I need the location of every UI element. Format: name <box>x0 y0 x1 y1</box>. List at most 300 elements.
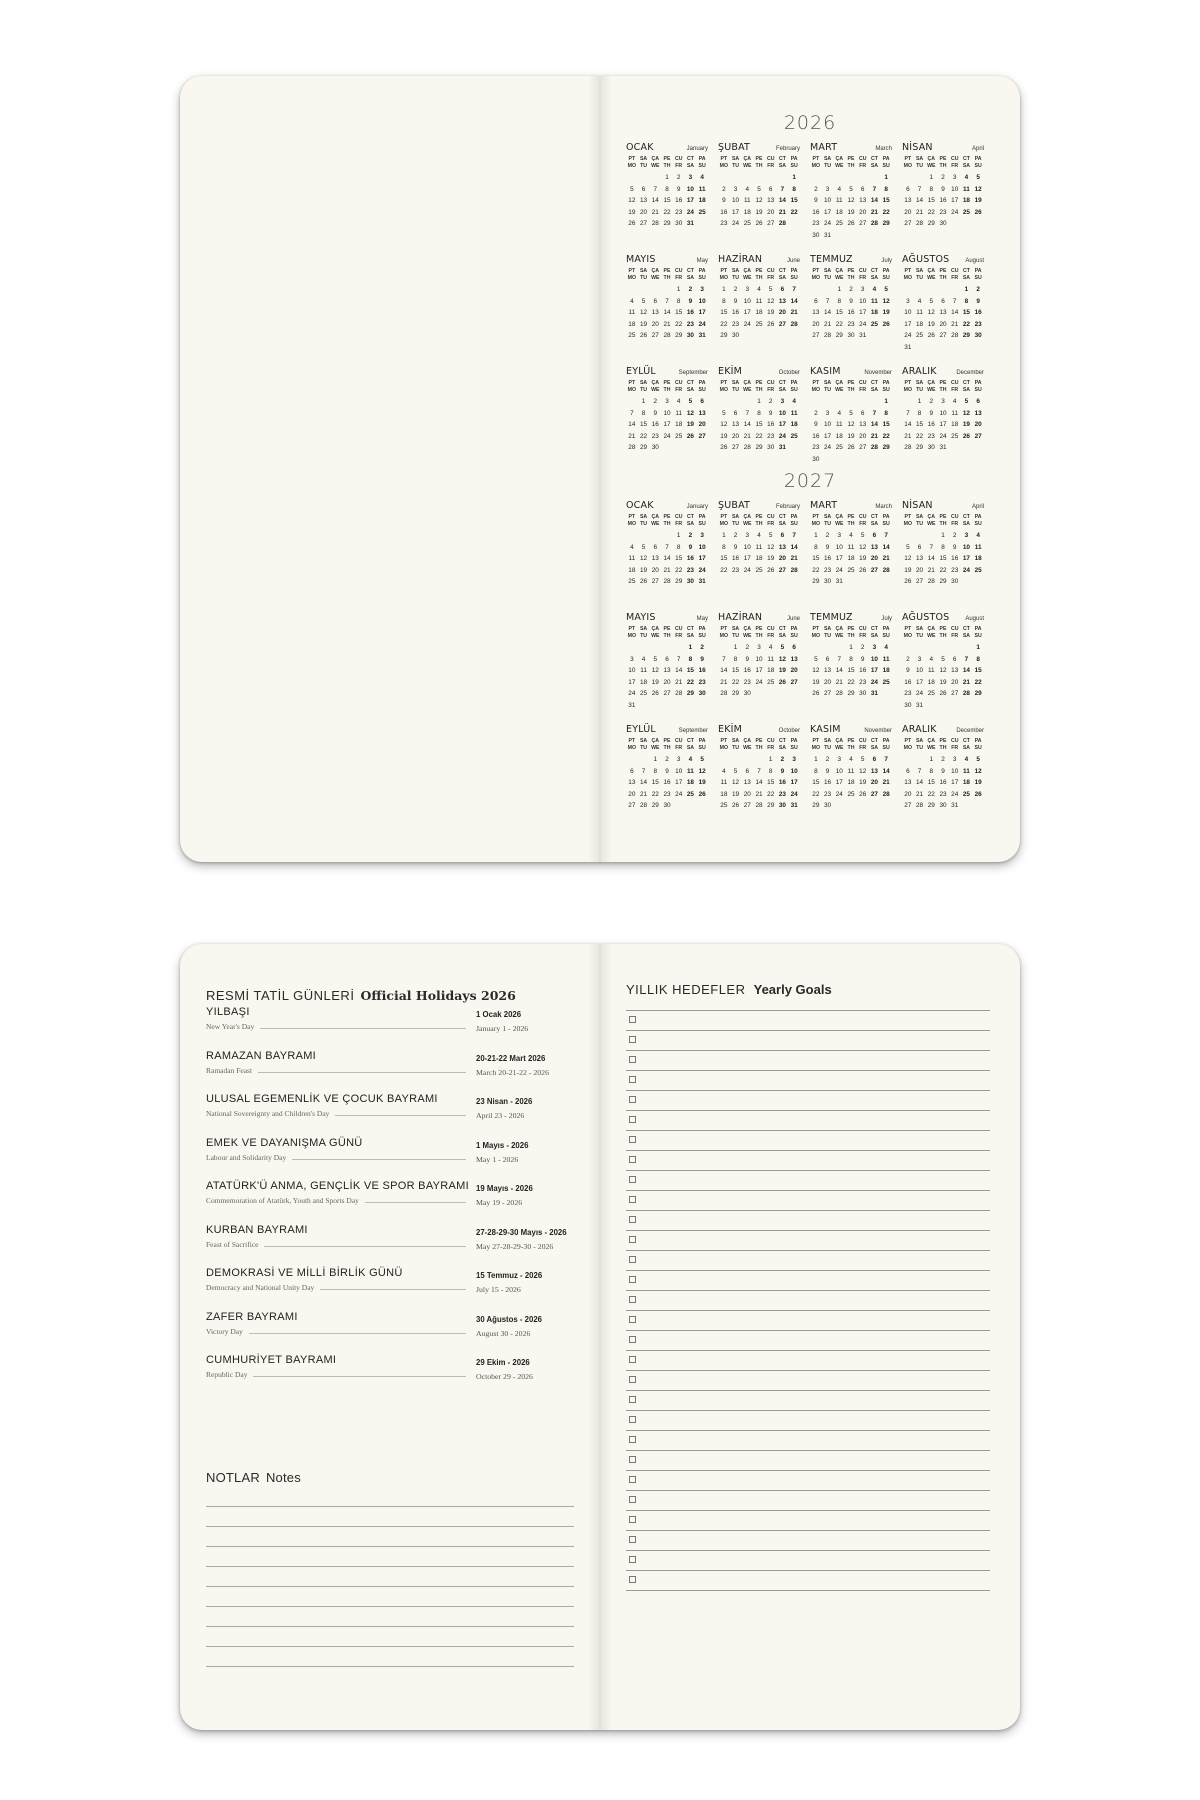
day-cell[interactable]: 11 <box>847 767 855 775</box>
day-cell[interactable]: 23 <box>824 566 832 574</box>
day-cell[interactable]: 15 <box>686 667 694 675</box>
day-cell[interactable]: 17 <box>675 779 683 787</box>
goal-checkbox[interactable] <box>629 1176 636 1183</box>
day-cell[interactable]: 13 <box>812 309 820 317</box>
day-cell[interactable]: 19 <box>974 779 982 787</box>
goal-checkbox[interactable] <box>629 1556 636 1563</box>
day-cell[interactable]: 27 <box>790 678 798 686</box>
day-cell[interactable]: 30 <box>675 220 683 228</box>
day-cell[interactable]: 12 <box>651 667 659 675</box>
day-cell[interactable]: 11 <box>755 297 763 305</box>
day-cell[interactable]: 19 <box>767 555 775 563</box>
day-cell[interactable]: 27 <box>951 690 959 698</box>
day-cell[interactable]: 30 <box>904 701 912 709</box>
day-cell[interactable]: 27 <box>663 690 671 698</box>
day-cell[interactable]: 7 <box>780 185 785 193</box>
day-cell[interactable]: 8 <box>929 767 934 775</box>
day-cell[interactable]: 15 <box>720 309 728 317</box>
day-cell[interactable]: 24 <box>686 208 694 216</box>
day-cell[interactable]: 13 <box>916 555 924 563</box>
day-cell[interactable]: 23 <box>974 320 982 328</box>
notes-line[interactable] <box>206 1626 574 1627</box>
day-cell[interactable]: 14 <box>882 543 890 551</box>
day-cell[interactable]: 19 <box>859 779 867 787</box>
day-cell[interactable]: 25 <box>927 690 935 698</box>
day-cell[interactable]: 12 <box>720 421 728 429</box>
day-cell[interactable]: 18 <box>675 421 683 429</box>
day-cell[interactable]: 5 <box>860 756 865 763</box>
day-cell[interactable]: 15 <box>812 555 820 563</box>
day-cell[interactable]: 11 <box>755 543 763 551</box>
day-cell[interactable]: 11 <box>687 767 694 775</box>
day-cell[interactable]: 23 <box>651 432 659 440</box>
day-cell[interactable]: 25 <box>835 220 843 228</box>
goal-checkbox[interactable] <box>629 1496 636 1503</box>
day-cell[interactable]: 10 <box>939 409 947 417</box>
day-cell[interactable]: 6 <box>653 543 658 551</box>
day-cell[interactable]: 20 <box>916 566 924 574</box>
day-cell[interactable]: 18 <box>962 779 970 787</box>
day-cell[interactable]: 10 <box>951 767 959 775</box>
day-cell[interactable]: 23 <box>859 678 867 686</box>
day-cell[interactable]: 8 <box>722 297 726 305</box>
day-cell[interactable]: 31 <box>790 802 798 810</box>
day-cell[interactable]: 26 <box>882 320 890 328</box>
day-cell[interactable]: 27 <box>859 220 867 228</box>
day-cell[interactable]: 18 <box>628 320 636 328</box>
day-cell[interactable]: 31 <box>698 578 706 586</box>
day-cell[interactable]: 31 <box>835 578 843 586</box>
day-cell[interactable]: 18 <box>882 667 890 675</box>
day-cell[interactable]: 18 <box>743 208 751 216</box>
day-cell[interactable]: 2 <box>780 756 785 763</box>
day-cell[interactable]: 28 <box>720 690 728 698</box>
day-cell[interactable]: 15 <box>720 555 728 563</box>
day-cell[interactable]: 1 <box>941 532 945 539</box>
day-cell[interactable]: 8 <box>733 655 738 663</box>
day-cell[interactable]: 6 <box>906 767 910 775</box>
day-cell[interactable]: 6 <box>906 185 910 193</box>
day-cell[interactable]: 22 <box>675 320 683 328</box>
day-cell[interactable]: 1 <box>884 174 888 181</box>
day-cell[interactable]: 28 <box>916 220 924 228</box>
day-cell[interactable]: 26 <box>686 432 694 440</box>
day-cell[interactable]: 1 <box>884 398 888 405</box>
day-cell[interactable]: 13 <box>640 197 648 205</box>
day-cell[interactable]: 17 <box>755 667 763 675</box>
day-cell[interactable]: 11 <box>698 185 706 193</box>
day-cell[interactable]: 4 <box>964 174 969 181</box>
day-cell[interactable]: 5 <box>700 756 704 763</box>
day-cell[interactable]: 6 <box>825 655 830 663</box>
day-cell[interactable]: 26 <box>859 566 867 574</box>
day-cell[interactable]: 7 <box>792 532 796 539</box>
day-cell[interactable]: 3 <box>837 532 842 539</box>
day-cell[interactable]: 21 <box>651 208 659 216</box>
day-cell[interactable]: 4 <box>630 297 634 305</box>
day-cell[interactable]: 4 <box>768 644 773 651</box>
day-cell[interactable]: 15 <box>812 779 820 787</box>
day-cell[interactable]: 1 <box>688 644 693 651</box>
day-cell[interactable]: 11 <box>882 655 890 663</box>
notes-line[interactable] <box>206 1506 574 1507</box>
day-cell[interactable]: 4 <box>884 644 888 651</box>
day-cell[interactable]: 3 <box>872 644 877 651</box>
day-cell[interactable]: 6 <box>814 297 818 305</box>
day-cell[interactable]: 29 <box>812 802 820 810</box>
day-cell[interactable]: 7 <box>792 286 796 293</box>
day-cell[interactable]: 1 <box>676 532 681 539</box>
day-cell[interactable]: 23 <box>686 320 694 328</box>
day-cell[interactable]: 5 <box>906 543 910 551</box>
day-cell[interactable]: 8 <box>757 409 761 417</box>
day-cell[interactable]: 10 <box>743 543 751 551</box>
day-cell[interactable]: 1 <box>676 286 681 293</box>
day-cell[interactable]: 27 <box>870 566 878 574</box>
goal-checkbox[interactable] <box>629 1436 636 1443</box>
day-cell[interactable]: 14 <box>663 555 671 563</box>
day-cell[interactable]: 13 <box>663 667 671 675</box>
day-cell[interactable]: 20 <box>859 208 867 216</box>
day-cell[interactable]: 27 <box>859 444 867 452</box>
day-cell[interactable]: 19 <box>732 790 740 798</box>
day-cell[interactable]: 22 <box>812 566 820 574</box>
day-cell[interactable]: 5 <box>941 655 945 663</box>
day-cell[interactable]: 1 <box>917 398 922 405</box>
day-cell[interactable]: 14 <box>916 779 924 787</box>
day-cell[interactable]: 26 <box>847 220 855 228</box>
day-cell[interactable]: 20 <box>904 790 912 798</box>
day-cell[interactable]: 24 <box>824 220 832 228</box>
day-cell[interactable]: 23 <box>675 208 683 216</box>
day-cell[interactable]: 26 <box>720 444 728 452</box>
day-cell[interactable]: 24 <box>951 208 959 216</box>
goal-line[interactable] <box>626 1470 990 1471</box>
day-cell[interactable]: 2 <box>952 532 957 539</box>
day-cell[interactable]: 25 <box>743 220 751 228</box>
day-cell[interactable]: 31 <box>951 802 959 810</box>
day-cell[interactable]: 1 <box>792 174 796 181</box>
day-cell[interactable]: 21 <box>870 208 878 216</box>
day-cell[interactable]: 8 <box>722 543 726 551</box>
day-cell[interactable]: 9 <box>745 655 750 663</box>
day-cell[interactable]: 2 <box>733 532 738 539</box>
day-cell[interactable]: 17 <box>790 779 798 787</box>
day-cell[interactable]: 21 <box>882 555 890 563</box>
day-cell[interactable]: 17 <box>835 779 843 787</box>
day-cell[interactable]: 19 <box>651 678 659 686</box>
day-cell[interactable]: 21 <box>824 320 832 328</box>
day-cell[interactable]: 17 <box>743 555 751 563</box>
day-cell[interactable]: 31 <box>686 220 694 228</box>
day-cell[interactable]: 7 <box>929 543 934 551</box>
day-cell[interactable]: 15 <box>755 421 763 429</box>
day-cell[interactable]: 29 <box>675 578 683 586</box>
day-cell[interactable]: 2 <box>653 398 658 405</box>
day-cell[interactable]: 6 <box>745 767 750 775</box>
day-cell[interactable]: 11 <box>963 185 970 193</box>
day-cell[interactable]: 5 <box>768 286 773 293</box>
day-cell[interactable]: 11 <box>847 543 855 551</box>
day-cell[interactable]: 23 <box>743 678 751 686</box>
day-cell[interactable]: 11 <box>743 197 751 205</box>
day-cell[interactable]: 13 <box>904 779 912 787</box>
day-cell[interactable]: 15 <box>927 779 935 787</box>
day-cell[interactable]: 26 <box>767 566 775 574</box>
day-cell[interactable]: 28 <box>743 444 751 452</box>
day-cell[interactable]: 14 <box>904 421 912 429</box>
day-cell[interactable]: 20 <box>778 309 786 317</box>
day-cell[interactable]: 27 <box>939 332 947 340</box>
day-cell[interactable]: 25 <box>870 320 878 328</box>
day-cell[interactable]: 20 <box>951 678 959 686</box>
day-cell[interactable]: 27 <box>743 802 751 810</box>
day-cell[interactable]: 14 <box>720 667 728 675</box>
day-cell[interactable]: 9 <box>814 421 818 429</box>
day-cell[interactable]: 10 <box>743 297 751 305</box>
day-cell[interactable]: 25 <box>847 566 855 574</box>
day-cell[interactable]: 13 <box>698 409 706 417</box>
day-cell[interactable]: 30 <box>939 220 947 228</box>
day-cell[interactable]: 29 <box>927 802 935 810</box>
day-cell[interactable]: 25 <box>628 332 636 340</box>
day-cell[interactable]: 23 <box>904 690 912 698</box>
goal-checkbox[interactable] <box>629 1196 636 1203</box>
day-cell[interactable]: 21 <box>663 566 671 574</box>
day-cell[interactable]: 1 <box>653 756 658 763</box>
day-cell[interactable]: 24 <box>675 790 683 798</box>
day-cell[interactable]: 9 <box>653 409 658 417</box>
day-cell[interactable]: 30 <box>927 444 935 452</box>
day-cell[interactable]: 16 <box>939 197 947 205</box>
day-cell[interactable]: 5 <box>849 409 853 417</box>
day-cell[interactable]: 13 <box>870 543 878 551</box>
goal-checkbox[interactable] <box>629 1316 636 1323</box>
day-cell[interactable]: 3 <box>906 297 910 305</box>
day-cell[interactable]: 11 <box>628 309 636 317</box>
day-cell[interactable]: 12 <box>755 197 763 205</box>
day-cell[interactable]: 7 <box>630 409 634 417</box>
day-cell[interactable]: 8 <box>665 185 669 193</box>
day-cell[interactable]: 4 <box>837 185 842 193</box>
day-cell[interactable]: 21 <box>927 566 935 574</box>
day-cell[interactable]: 12 <box>778 655 786 663</box>
day-cell[interactable]: 27 <box>778 320 786 328</box>
day-cell[interactable]: 29 <box>686 690 694 698</box>
day-cell[interactable]: 30 <box>767 444 775 452</box>
day-cell[interactable]: 10 <box>916 667 924 675</box>
day-cell[interactable]: 7 <box>745 409 750 417</box>
day-cell[interactable]: 7 <box>872 185 877 193</box>
day-cell[interactable]: 20 <box>778 555 786 563</box>
day-cell[interactable]: 12 <box>686 409 694 417</box>
day-cell[interactable]: 28 <box>663 578 671 586</box>
day-cell[interactable]: 6 <box>872 756 877 763</box>
day-cell[interactable]: 5 <box>884 286 888 293</box>
day-cell[interactable]: 6 <box>733 409 738 417</box>
day-cell[interactable]: 5 <box>964 398 969 405</box>
day-cell[interactable]: 17 <box>859 309 867 317</box>
day-cell[interactable]: 3 <box>757 644 761 651</box>
day-cell[interactable]: 12 <box>927 309 935 317</box>
day-cell[interactable]: 26 <box>651 690 659 698</box>
day-cell[interactable]: 21 <box>755 790 763 798</box>
day-cell[interactable]: 2 <box>825 756 830 763</box>
day-cell[interactable]: 10 <box>663 409 671 417</box>
goal-line[interactable] <box>626 1250 990 1251</box>
day-cell[interactable]: 7 <box>917 185 922 193</box>
day-cell[interactable]: 8 <box>917 409 922 417</box>
day-cell[interactable]: 1 <box>814 756 818 763</box>
day-cell[interactable]: 18 <box>720 790 728 798</box>
day-cell[interactable]: 12 <box>974 185 982 193</box>
day-cell[interactable]: 16 <box>847 309 855 317</box>
day-cell[interactable]: 3 <box>837 756 842 763</box>
day-cell[interactable]: 16 <box>939 779 947 787</box>
day-cell[interactable]: 24 <box>870 678 878 686</box>
day-cell[interactable]: 1 <box>849 644 853 651</box>
day-cell[interactable]: 16 <box>686 555 694 563</box>
day-cell[interactable]: 17 <box>835 555 843 563</box>
day-cell[interactable]: 18 <box>927 678 935 686</box>
goal-checkbox[interactable] <box>629 1016 636 1023</box>
day-cell[interactable]: 15 <box>962 309 970 317</box>
day-cell[interactable]: 17 <box>743 309 751 317</box>
day-cell[interactable]: 24 <box>755 678 763 686</box>
day-cell[interactable]: 5 <box>641 297 646 305</box>
day-cell[interactable]: 7 <box>722 655 726 663</box>
day-cell[interactable]: 16 <box>663 779 671 787</box>
day-cell[interactable]: 17 <box>824 208 832 216</box>
goal-line[interactable] <box>626 1130 990 1131</box>
goal-checkbox[interactable] <box>629 1376 636 1383</box>
day-cell[interactable]: 21 <box>640 790 648 798</box>
day-cell[interactable]: 20 <box>790 667 798 675</box>
day-cell[interactable]: 24 <box>824 444 832 452</box>
day-cell[interactable]: 15 <box>882 197 890 205</box>
day-cell[interactable]: 25 <box>628 578 636 586</box>
day-cell[interactable]: 29 <box>916 444 924 452</box>
day-cell[interactable]: 5 <box>814 655 818 663</box>
day-cell[interactable]: 17 <box>686 197 694 205</box>
goal-checkbox[interactable] <box>629 1236 636 1243</box>
day-cell[interactable]: 21 <box>663 320 671 328</box>
day-cell[interactable]: 9 <box>700 655 704 663</box>
day-cell[interactable]: 17 <box>951 197 959 205</box>
day-cell[interactable]: 13 <box>651 309 659 317</box>
day-cell[interactable]: 25 <box>916 332 924 340</box>
day-cell[interactable]: 28 <box>835 690 843 698</box>
day-cell[interactable]: 18 <box>755 309 763 317</box>
day-cell[interactable]: 19 <box>974 197 982 205</box>
day-cell[interactable]: 21 <box>916 790 924 798</box>
day-cell[interactable]: 30 <box>686 332 694 340</box>
day-cell[interactable]: 15 <box>651 779 659 787</box>
day-cell[interactable]: 15 <box>663 197 671 205</box>
day-cell[interactable]: 4 <box>952 398 957 405</box>
day-cell[interactable]: 8 <box>814 767 818 775</box>
day-cell[interactable]: 24 <box>859 320 867 328</box>
day-cell[interactable]: 11 <box>640 667 647 675</box>
day-cell[interactable]: 21 <box>778 208 786 216</box>
day-cell[interactable]: 12 <box>767 543 775 551</box>
day-cell[interactable]: 21 <box>628 432 636 440</box>
day-cell[interactable]: 13 <box>732 421 740 429</box>
day-cell[interactable]: 24 <box>790 790 798 798</box>
day-cell[interactable]: 14 <box>870 421 878 429</box>
day-cell[interactable]: 24 <box>778 432 786 440</box>
day-cell[interactable]: 16 <box>767 421 775 429</box>
day-cell[interactable]: 9 <box>688 297 693 305</box>
day-cell[interactable]: 22 <box>962 320 970 328</box>
day-cell[interactable]: 6 <box>860 409 865 417</box>
day-cell[interactable]: 21 <box>720 678 728 686</box>
day-cell[interactable]: 27 <box>974 432 982 440</box>
day-cell[interactable]: 14 <box>962 667 970 675</box>
day-cell[interactable]: 1 <box>929 756 934 763</box>
day-cell[interactable]: 22 <box>767 790 775 798</box>
day-cell[interactable]: 17 <box>870 667 878 675</box>
day-cell[interactable]: 6 <box>630 767 634 775</box>
day-cell[interactable]: 21 <box>962 678 970 686</box>
day-cell[interactable]: 13 <box>628 779 636 787</box>
day-cell[interactable]: 3 <box>630 655 634 663</box>
day-cell[interactable]: 17 <box>698 555 706 563</box>
day-cell[interactable]: 28 <box>778 220 786 228</box>
day-cell[interactable]: 18 <box>951 421 959 429</box>
day-cell[interactable]: 5 <box>757 185 761 193</box>
day-cell[interactable]: 29 <box>927 220 935 228</box>
day-cell[interactable]: 24 <box>698 566 706 574</box>
day-cell[interactable]: 24 <box>663 432 671 440</box>
day-cell[interactable]: 16 <box>824 779 832 787</box>
day-cell[interactable]: 31 <box>870 690 878 698</box>
day-cell[interactable]: 17 <box>962 555 970 563</box>
goal-line[interactable] <box>626 1490 990 1491</box>
notes-line[interactable] <box>206 1546 574 1547</box>
notes-line[interactable] <box>206 1666 574 1667</box>
goal-checkbox[interactable] <box>629 1096 636 1103</box>
day-cell[interactable]: 23 <box>663 790 671 798</box>
day-cell[interactable]: 15 <box>974 667 982 675</box>
day-cell[interactable]: 1 <box>964 286 969 293</box>
day-cell[interactable]: 16 <box>778 779 786 787</box>
day-cell[interactable]: 21 <box>870 432 878 440</box>
day-cell[interactable]: 30 <box>686 578 694 586</box>
day-cell[interactable]: 20 <box>640 208 648 216</box>
day-cell[interactable]: 15 <box>882 421 890 429</box>
goal-line[interactable] <box>626 1590 990 1591</box>
day-cell[interactable]: 7 <box>837 655 842 663</box>
goal-checkbox[interactable] <box>629 1536 636 1543</box>
goal-checkbox[interactable] <box>629 1396 636 1403</box>
day-cell[interactable]: 11 <box>790 409 798 417</box>
day-cell[interactable]: 13 <box>767 197 775 205</box>
day-cell[interactable]: 26 <box>859 790 867 798</box>
day-cell[interactable]: 16 <box>651 421 659 429</box>
goal-line[interactable] <box>626 1390 990 1391</box>
day-cell[interactable]: 9 <box>825 543 830 551</box>
day-cell[interactable]: 20 <box>904 208 912 216</box>
day-cell[interactable]: 6 <box>653 297 658 305</box>
day-cell[interactable]: 5 <box>780 644 785 651</box>
day-cell[interactable]: 16 <box>974 309 982 317</box>
day-cell[interactable]: 9 <box>722 197 726 205</box>
day-cell[interactable]: 22 <box>790 208 798 216</box>
day-cell[interactable]: 21 <box>904 432 912 440</box>
day-cell[interactable]: 2 <box>688 532 693 539</box>
day-cell[interactable]: 30 <box>824 802 832 810</box>
